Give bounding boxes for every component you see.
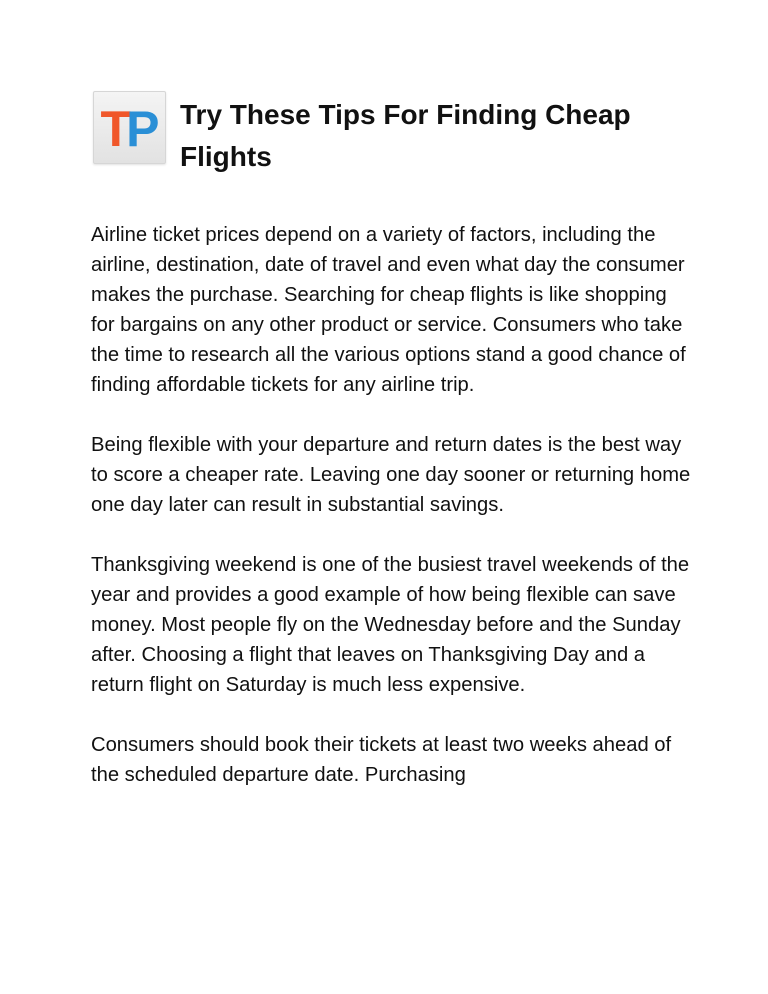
logo-letter-t: T: [100, 100, 127, 157]
document-title: Try These Tips For Finding Cheap Flights: [180, 99, 631, 172]
paragraph-2: Being flexible with your departure and return dates is the best way to score a cheaper rate. Leaving one day sooner or returning home one day later can result in substantial savings.: [91, 434, 691, 516]
paragraph-4: Consumers should book their tickets at least two weeks ahead of the scheduled departure date. Purchasing: [91, 734, 672, 786]
tp-logo: [93, 91, 166, 164]
paragraph-3: Thanksgiving weekend is one of the busiest travel weekends of the year and provides a good example of how being flexible can save money. Most people fly on the Wednesday before and the Sunday after. Choosing a flight that leaves on Thanksgiving Day and a return flight on Saturday is much less expensive.: [91, 554, 690, 696]
document-body: [91, 220, 691, 820]
logo-letter-p: P: [126, 100, 155, 157]
tp-logo-mark: [100, 100, 155, 157]
paragraph-1: Airline ticket prices depend on a variety of factors, including the airline, destination, date of travel and even what day the consumer makes the purchase. Searching for cheap flights is like shopping for bargains on any other product or service. Consumers who take the time to research all the various options stand a good chance of finding affordable tickets for any airline trip.: [91, 224, 686, 396]
